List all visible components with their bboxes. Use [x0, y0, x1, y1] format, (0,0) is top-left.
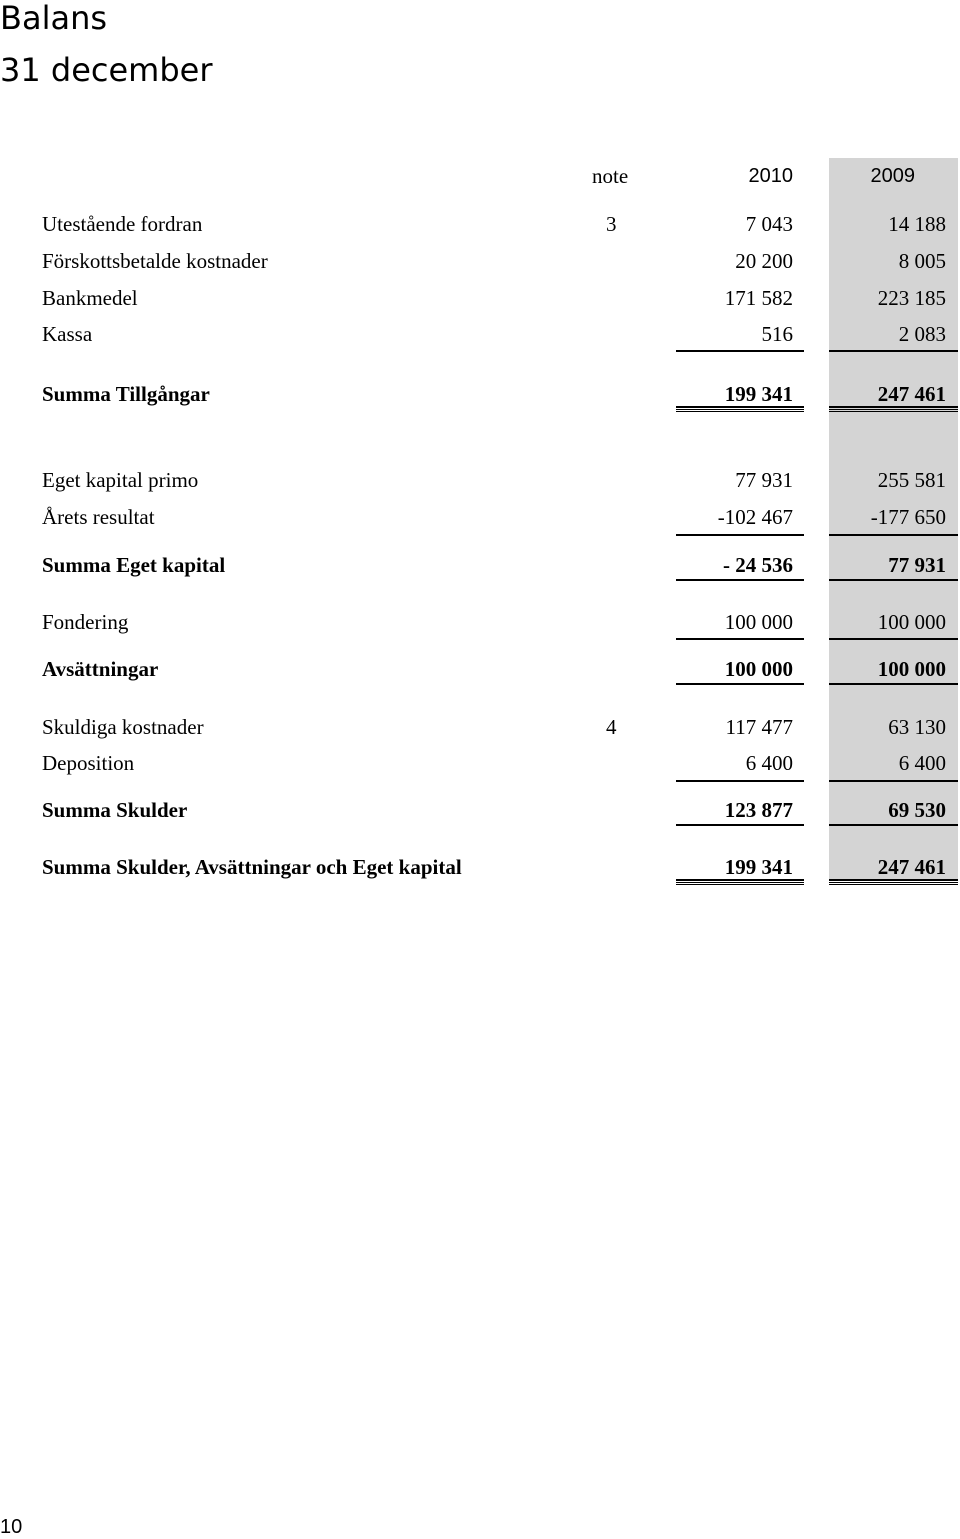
table-row — [0, 285, 960, 311]
value-2009: 100 000 — [877, 610, 946, 634]
total-rule — [676, 879, 804, 881]
value-2010: -102 467 — [717, 505, 793, 529]
total-row — [0, 381, 960, 407]
row-label: Deposition — [42, 751, 135, 775]
header-note: note — [592, 164, 629, 188]
double-total-rule — [829, 409, 958, 415]
value-2009: -177 650 — [870, 505, 946, 529]
value-2009: 63 130 — [888, 715, 946, 739]
grand-total-row — [0, 854, 960, 880]
subtotal-rule — [676, 683, 804, 685]
total-rule — [676, 406, 804, 408]
value-2010: 123 877 — [724, 798, 793, 822]
page-title: Balans — [0, 0, 108, 37]
subtotal-rule — [829, 638, 958, 640]
value-2009: 223 185 — [877, 286, 946, 310]
row-label: Skuldiga kostnader — [42, 715, 204, 739]
value-2010: 77 931 — [735, 468, 793, 492]
subtotal-rule — [829, 780, 958, 782]
subtotal-rule — [676, 579, 804, 581]
value-2009: 14 188 — [888, 212, 946, 236]
subtotal-rule — [676, 638, 804, 640]
table-row — [0, 609, 960, 635]
row-label: Summa Eget kapital — [42, 553, 226, 577]
table-row — [0, 504, 960, 530]
table-row — [0, 750, 960, 776]
row-label: Summa Tillgångar — [42, 382, 210, 406]
double-total-rule — [829, 882, 958, 888]
header-2010: 2010 — [748, 165, 793, 187]
row-label: Avsättningar — [42, 657, 159, 681]
value-2010: 199 341 — [724, 855, 793, 879]
row-label: Förskottsbetalde kostnader — [42, 249, 268, 273]
page-number: 10 — [0, 1516, 23, 1538]
double-total-rule — [676, 409, 804, 415]
row-note: 4 — [606, 715, 617, 739]
value-2009: 255 581 — [877, 468, 946, 492]
subtotal-rule — [829, 683, 958, 685]
subtotal-rule — [829, 350, 958, 352]
page-subtitle: 31 december — [0, 51, 213, 89]
value-2009: 2 083 — [898, 322, 946, 346]
row-label: Bankmedel — [42, 286, 138, 310]
row-label: Årets resultat — [42, 505, 155, 529]
subtotal-rule — [829, 824, 958, 826]
table-row — [0, 467, 960, 493]
value-2009: 8 005 — [898, 249, 946, 273]
total-rule — [829, 406, 958, 408]
value-2010: 199 341 — [724, 382, 793, 406]
value-2010: 100 000 — [724, 657, 793, 681]
value-2010: 117 477 — [725, 715, 793, 739]
header-2009: 2009 — [870, 165, 915, 187]
total-row — [0, 656, 960, 682]
table-row — [0, 248, 960, 274]
table-row — [0, 714, 960, 740]
value-2010: 171 582 — [724, 286, 793, 310]
value-2010: 7 043 — [745, 212, 793, 236]
total-row — [0, 797, 960, 823]
subtotal-rule — [676, 780, 804, 782]
value-2010: 100 000 — [724, 610, 793, 634]
subtotal-rule — [676, 534, 804, 536]
subtotal-rule — [829, 534, 958, 536]
value-2010: 516 — [761, 322, 793, 346]
row-label: Eget kapital primo — [42, 468, 199, 492]
row-label: Utestående fordran — [42, 212, 203, 236]
row-label: Kassa — [42, 322, 93, 346]
total-rule — [829, 879, 958, 881]
value-2009: 247 461 — [877, 382, 946, 406]
value-2009: 247 461 — [877, 855, 946, 879]
subtotal-rule — [676, 824, 804, 826]
total-row — [0, 552, 960, 578]
table-row — [0, 321, 960, 347]
row-label: Summa Skulder — [42, 798, 188, 822]
subtotal-rule — [829, 579, 958, 581]
row-note: 3 — [606, 212, 617, 236]
value-2009: 77 931 — [888, 553, 946, 577]
table-row — [0, 211, 960, 237]
subtotal-rule — [676, 350, 804, 352]
value-2009: 100 000 — [877, 657, 946, 681]
value-2009: 69 530 — [888, 798, 946, 822]
double-total-rule — [676, 882, 804, 888]
row-label: Fondering — [42, 610, 129, 634]
value-2010: 6 400 — [745, 751, 793, 775]
value-2009: 6 400 — [898, 751, 946, 775]
row-label: Summa Skulder, Avsättningar och Eget kapital — [42, 855, 462, 879]
value-2010: - 24 536 — [723, 553, 793, 577]
value-2010: 20 200 — [735, 249, 793, 273]
